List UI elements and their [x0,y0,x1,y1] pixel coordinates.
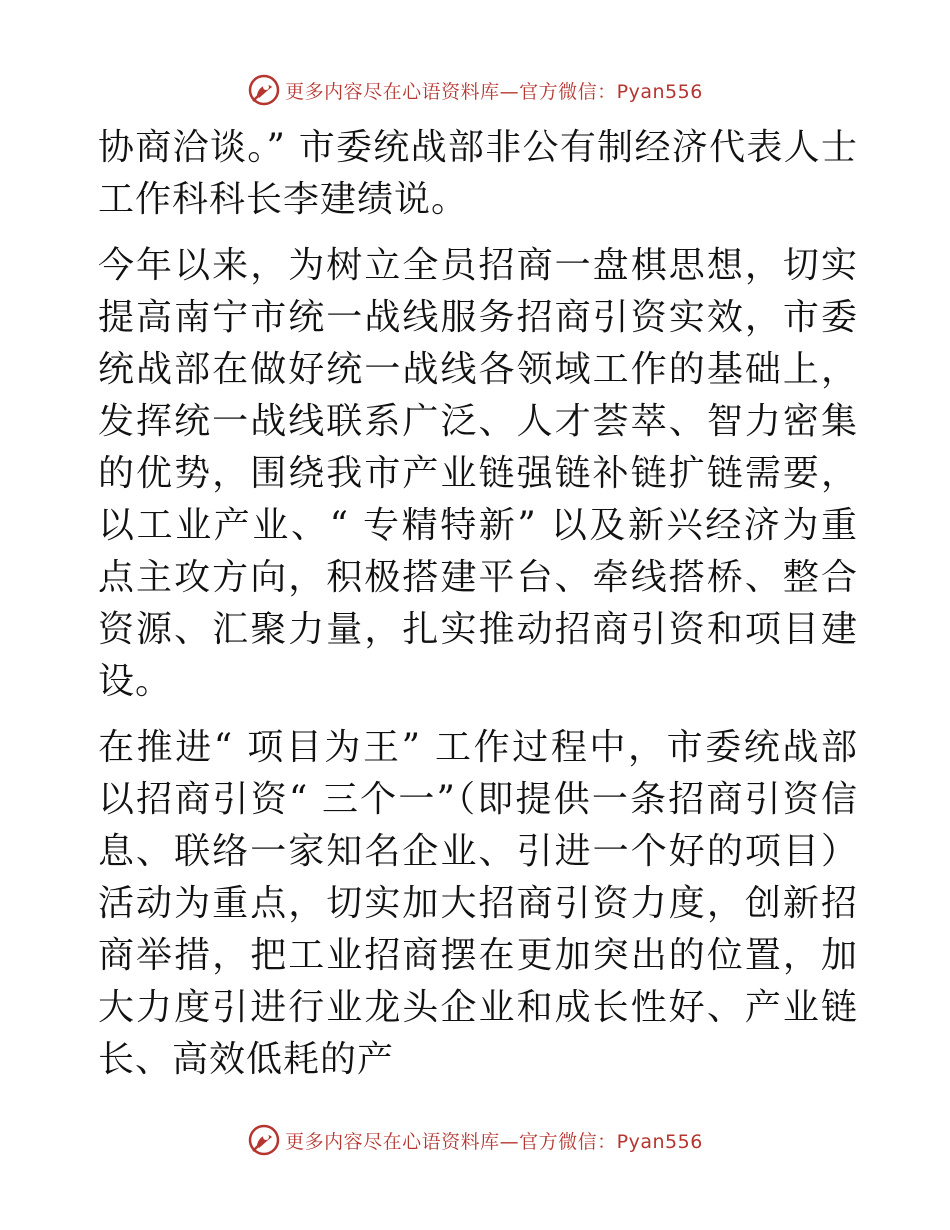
document-body [98,122,858,1086]
banner-text: 更多内容尽在心语资料库—官方微信：Pyan556 [285,1130,703,1153]
paragraph-2: 今年以来，为树立全员招商一盘棋思想，切实提高南宁市统一战线服务招商引资实效，市委统战部在做好统一战线各领域工作的基础上，发挥统一战线联系广泛、人才荟萃、智力密集的优势，围绕我市产业链强链补链扩链需要，以工业产业、“ 专精特新” 以及新兴经济为重点主攻方向，积极搭建平台、牵线搭桥、整合资源、汇聚力量，扎实推动招商引资和项目建设。 [98,245,858,702]
rose-seal-icon [247,1123,281,1157]
header-banner [0,70,950,110]
banner-text: 更多内容尽在心语资料库—官方微信：Pyan556 [285,80,703,103]
footer-banner [0,1120,950,1160]
paragraph-1: 协商洽谈。” 市委统战部非公有制经济代表人士工作科科长李建绩说。 [98,127,858,220]
paragraph-3: 在推进“ 项目为王” 工作过程中，市委统战部以招商引资“ 三个一”（即提供一条招商引资信息、联络一家知名企业、引进一个好的项目）活动为重点，切实加大招商引资力度，创新招商举措，把工业招商摆在更加突出的位置，加大力度引进行业龙头企业和成长性好、产业链长、高效低耗的产 [98,727,858,1080]
rose-seal-icon [247,73,281,107]
